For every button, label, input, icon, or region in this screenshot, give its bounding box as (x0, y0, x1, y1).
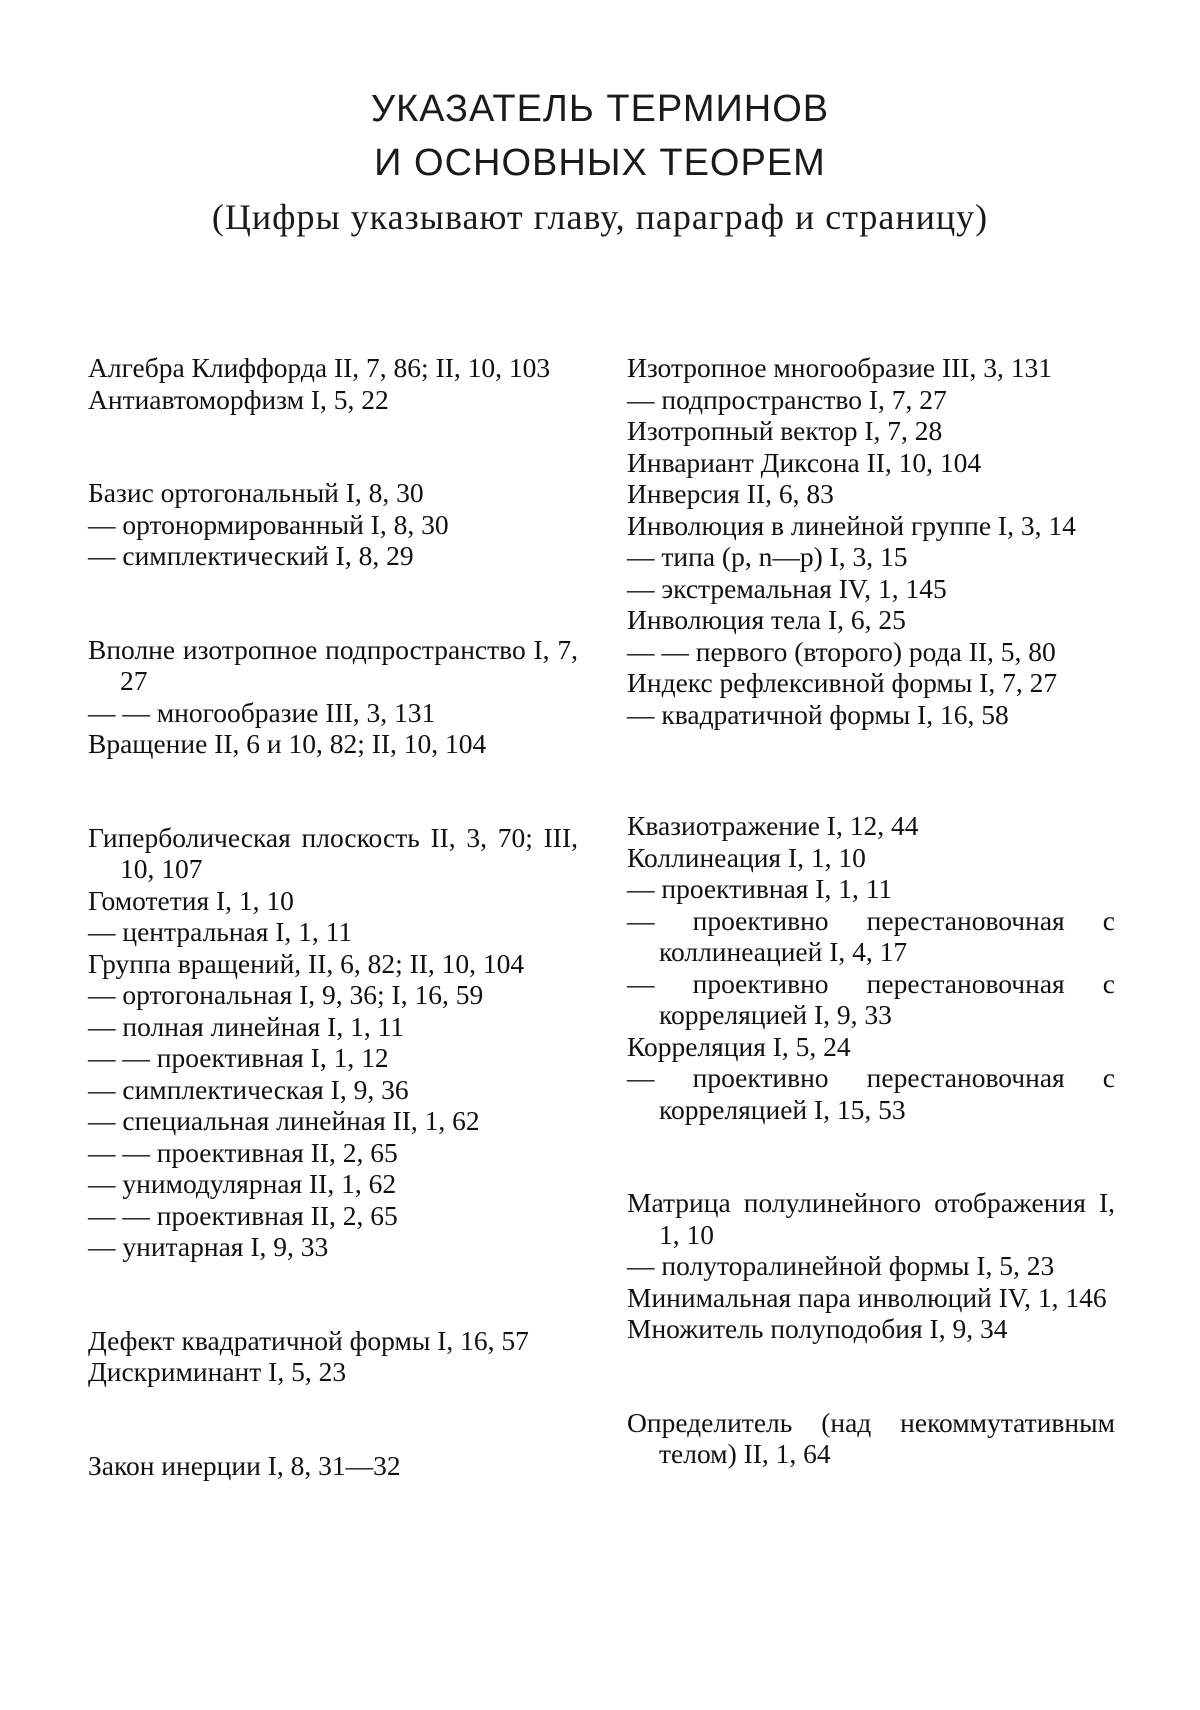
letter-group-gap (627, 1345, 1115, 1407)
index-entry: Индекс рефлексивной формы I, 7, 27 (627, 667, 1058, 698)
index-entry: Вполне изотропное подпространство I, 7, 27 (88, 633, 578, 696)
index-title (0, 82, 1200, 190)
index-entry: — проективно перестановочная с корреляцией I, 15, 53 (627, 1062, 1115, 1125)
index-entry: Дискриминант I, 5, 23 (88, 1356, 347, 1387)
title-line-2: И ОСНОВНЫХ ТЕОРЕМ (374, 142, 826, 184)
index-entry: Корреляция I, 5, 24 (627, 1030, 851, 1062)
letter-group-gap (88, 760, 578, 822)
index-entry: — симплектический I, 8, 29 (88, 540, 414, 571)
index-entry: Множитель полуподобия I, 9, 34 (627, 1313, 1008, 1344)
index-entry: Закон инерции I, 8, 31—32 (88, 1449, 401, 1481)
index-entry: — — проективная II, 2, 65 (88, 1136, 398, 1168)
letter-group-gap (627, 1125, 1115, 1187)
index-entry: Гиперболическая плоскость II, 3, 70; III, 10, 107 (88, 821, 578, 884)
index-left-column (88, 352, 578, 1481)
index-entry: Группа вращений, II, 6, 82; II, 10, 104 (88, 947, 525, 979)
index-entry: Матрица полулинейного отображения I, 1, 10 (627, 1187, 1115, 1250)
index-entry: Минимальная пара инволюций IV, 1, 146 (627, 1281, 1107, 1313)
index-entry: — — проективная II, 2, 65 (88, 1199, 398, 1231)
index-entry: — проективная I, 1, 11 (627, 873, 893, 904)
index-subtitle: (Цифры указывают главу, параграф и страницу) (211, 197, 989, 237)
index-entry: — ортонормированный I, 8, 30 (88, 508, 449, 540)
title-line-1: УКАЗАТЕЛЬ ТЕРМИНОВ (370, 88, 830, 130)
index-entry: — полуторалинейной формы I, 5, 23 (627, 1250, 1055, 1281)
index-right-column (627, 352, 1115, 1470)
index-entry: — — проективная I, 1, 12 (88, 1042, 389, 1073)
letter-group-gap (627, 730, 1115, 810)
index-entry: Инвариант Диксона II, 10, 104 (627, 446, 982, 478)
letter-group-gap (88, 572, 578, 634)
index-entry: Гомотетия I, 1, 10 (88, 884, 294, 916)
index-entry: — полная линейная I, 1, 11 (88, 1010, 405, 1042)
index-entry: — подпространство I, 7, 27 (627, 383, 947, 415)
index-entry: — унимодулярная II, 1, 62 (88, 1168, 397, 1199)
index-entry: Базис ортогональный I, 8, 30 (88, 477, 424, 508)
index-entry: — экстремальная IV, 1, 145 (627, 572, 947, 604)
index-entry: Изотропное многообразие III, 3, 131 (627, 352, 1052, 383)
index-entry: Изотропный вектор I, 7, 28 (627, 415, 943, 446)
index-entry: — — многообразие III, 3, 131 (88, 696, 436, 728)
letter-group-gap (88, 1263, 578, 1325)
index-entry: — — первого (второго) рода II, 5, 80 (627, 635, 1056, 667)
index-entry: — проективно перестановочная с корреляцией I, 9, 33 (627, 967, 1115, 1030)
index-entry: Квазиотражение I, 12, 44 (627, 810, 919, 841)
index-entry: Вращение II, 6 и 10, 82; II, 10, 104 (88, 728, 487, 759)
index-entry: — квадратичной формы I, 16, 58 (627, 698, 1009, 730)
index-entry: Дефект квадратичной формы I, 16, 57 (88, 1324, 529, 1356)
index-entry: Инволюция в линейной группе I, 3, 14 (627, 509, 1076, 541)
index-entry: Инверсия II, 6, 83 (627, 478, 834, 509)
index-entry: — центральная I, 1, 11 (88, 916, 353, 947)
letter-group-gap (88, 1388, 578, 1450)
letter-group-gap (88, 415, 578, 477)
index-entry: Инволюция тела I, 6, 25 (627, 604, 906, 635)
index-entry: — проективно перестановочная с коллинеацией I, 4, 17 (627, 904, 1115, 967)
index-entry: — специальная линейная II, 1, 62 (88, 1105, 480, 1136)
index-entry: — симплектическая I, 9, 36 (88, 1073, 409, 1105)
index-entry: Антиавтоморфизм I, 5, 22 (88, 383, 389, 415)
index-entry: Алгебра Клиффорда II, 7, 86; II, 10, 103 (88, 352, 551, 383)
index-entry: Коллинеация I, 1, 10 (627, 841, 866, 873)
index-entry: — унитарная I, 9, 33 (88, 1231, 329, 1262)
index-entry: — типа (p, n—p) I, 3, 15 (627, 541, 908, 572)
index-entry: Определитель (над некоммутативным телом) II, 1, 64 (627, 1406, 1115, 1469)
index-entry: — ортогональная I, 9, 36; I, 16, 59 (88, 979, 484, 1010)
